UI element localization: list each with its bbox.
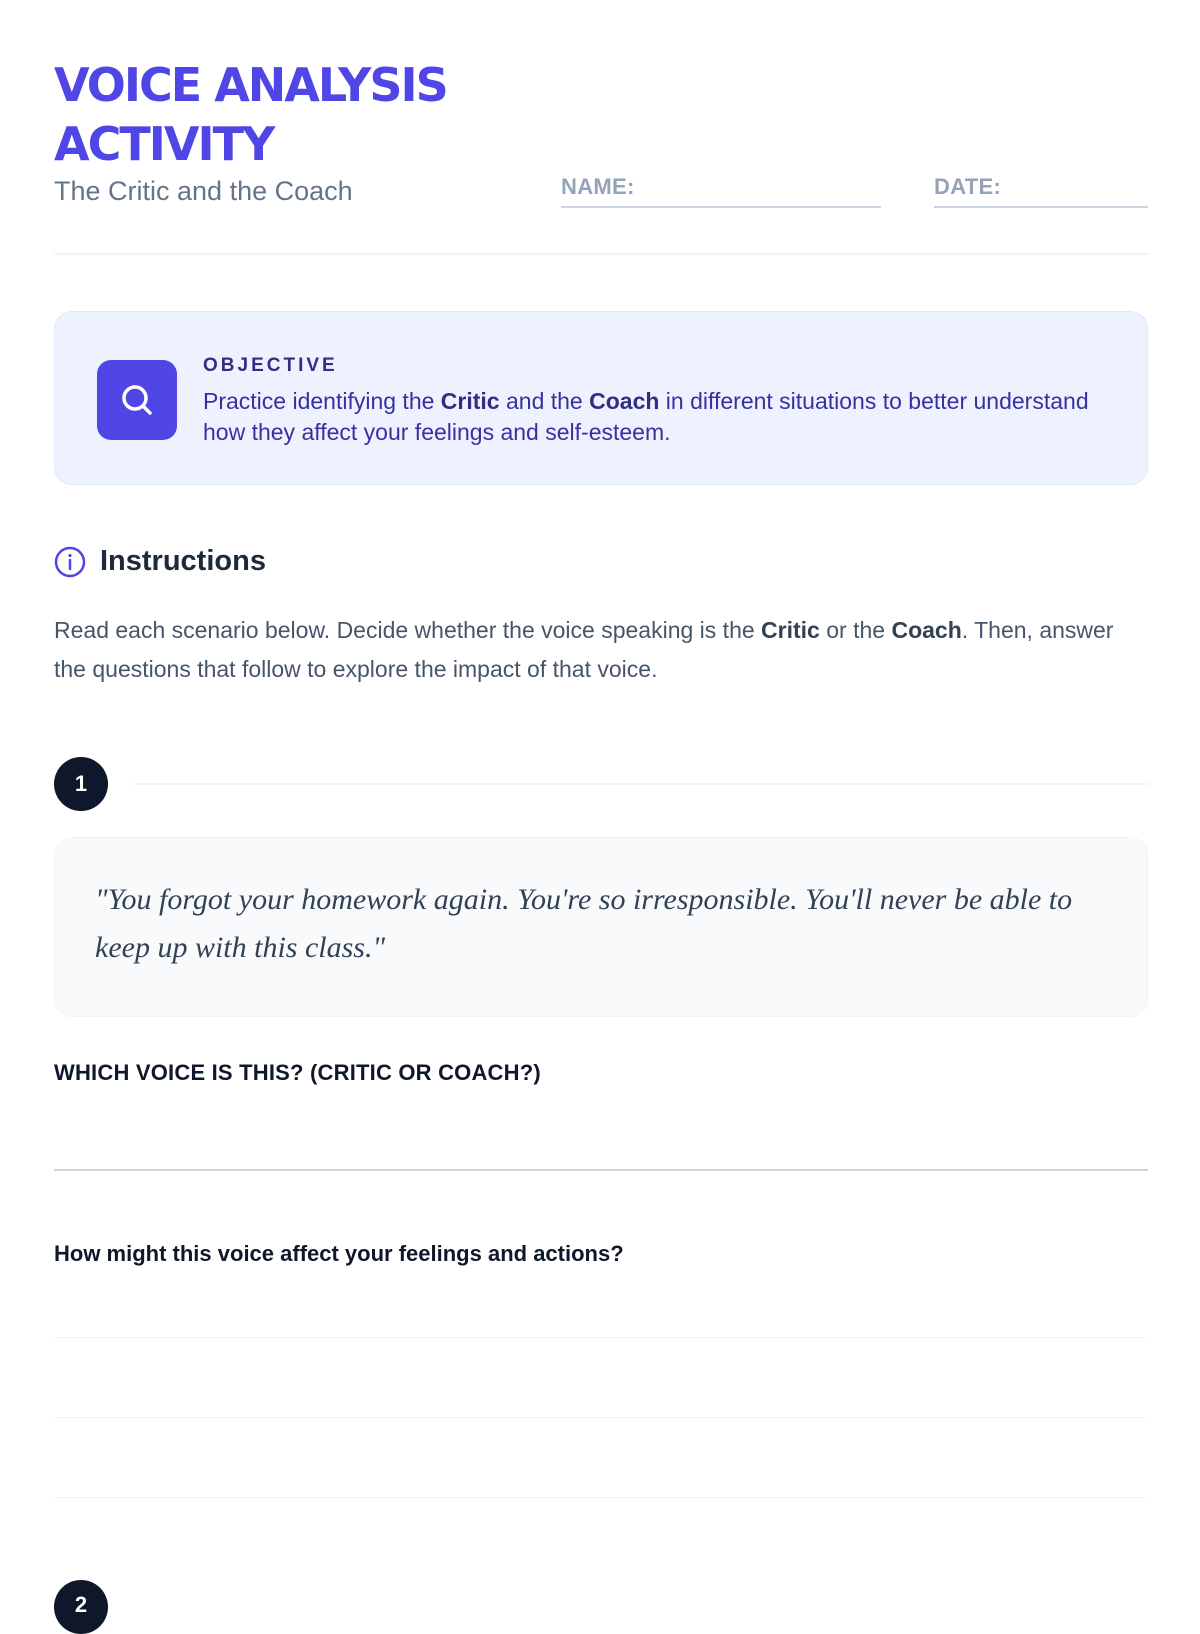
impact-answer-line[interactable]: [54, 1497, 1148, 1498]
scenario-number-badge: 1: [54, 757, 108, 811]
name-field[interactable]: [561, 174, 881, 208]
worksheet-header: [54, 56, 1148, 256]
voice-answer-line[interactable]: [54, 1169, 1148, 1171]
scenario-quote: "You forgot your homework again. You're so irresponsible. You'll never be able to keep up with this class.": [95, 883, 1073, 964]
worksheet-page: [54, 0, 1148, 1617]
scenario-number-badge: 2: [54, 1580, 108, 1634]
search-icon: [97, 360, 177, 440]
header-divider: [54, 253, 1148, 255]
page-title: VOICE ANALYSIS ACTIVITY: [54, 58, 447, 171]
date-label: DATE:: [934, 174, 1002, 199]
objective-text: Practice identifying the Critic and the Coach in different situations to better understand how they affect your feelings and self-esteem.: [203, 388, 1089, 445]
scenario-divider: [134, 783, 1148, 785]
objective-label: OBJECTIVE: [203, 355, 338, 376]
scenario-1-header: [54, 757, 1148, 811]
impact-answer-line[interactable]: [54, 1337, 1148, 1338]
voice-question-label: WHICH VOICE IS THIS? (CRITIC OR COACH?): [54, 1060, 541, 1085]
instructions-text: Read each scenario below. Decide whether the voice speaking is the Critic or the Coach. Then, answer the questions that follow to explore the impact of that voice.: [54, 617, 1114, 682]
impact-answer-line[interactable]: [54, 1417, 1148, 1418]
instructions-title: Instructions: [100, 545, 266, 577]
date-field[interactable]: [934, 174, 1148, 208]
name-label: NAME:: [561, 174, 635, 199]
objective-card: [54, 311, 1148, 485]
impact-question-label: How might this voice affect your feelings and actions?: [54, 1241, 624, 1266]
instructions-heading: [54, 545, 266, 578]
page-subtitle: The Critic and the Coach: [54, 176, 353, 206]
info-icon: [54, 546, 86, 578]
scenario-quote-box: [54, 837, 1148, 1017]
